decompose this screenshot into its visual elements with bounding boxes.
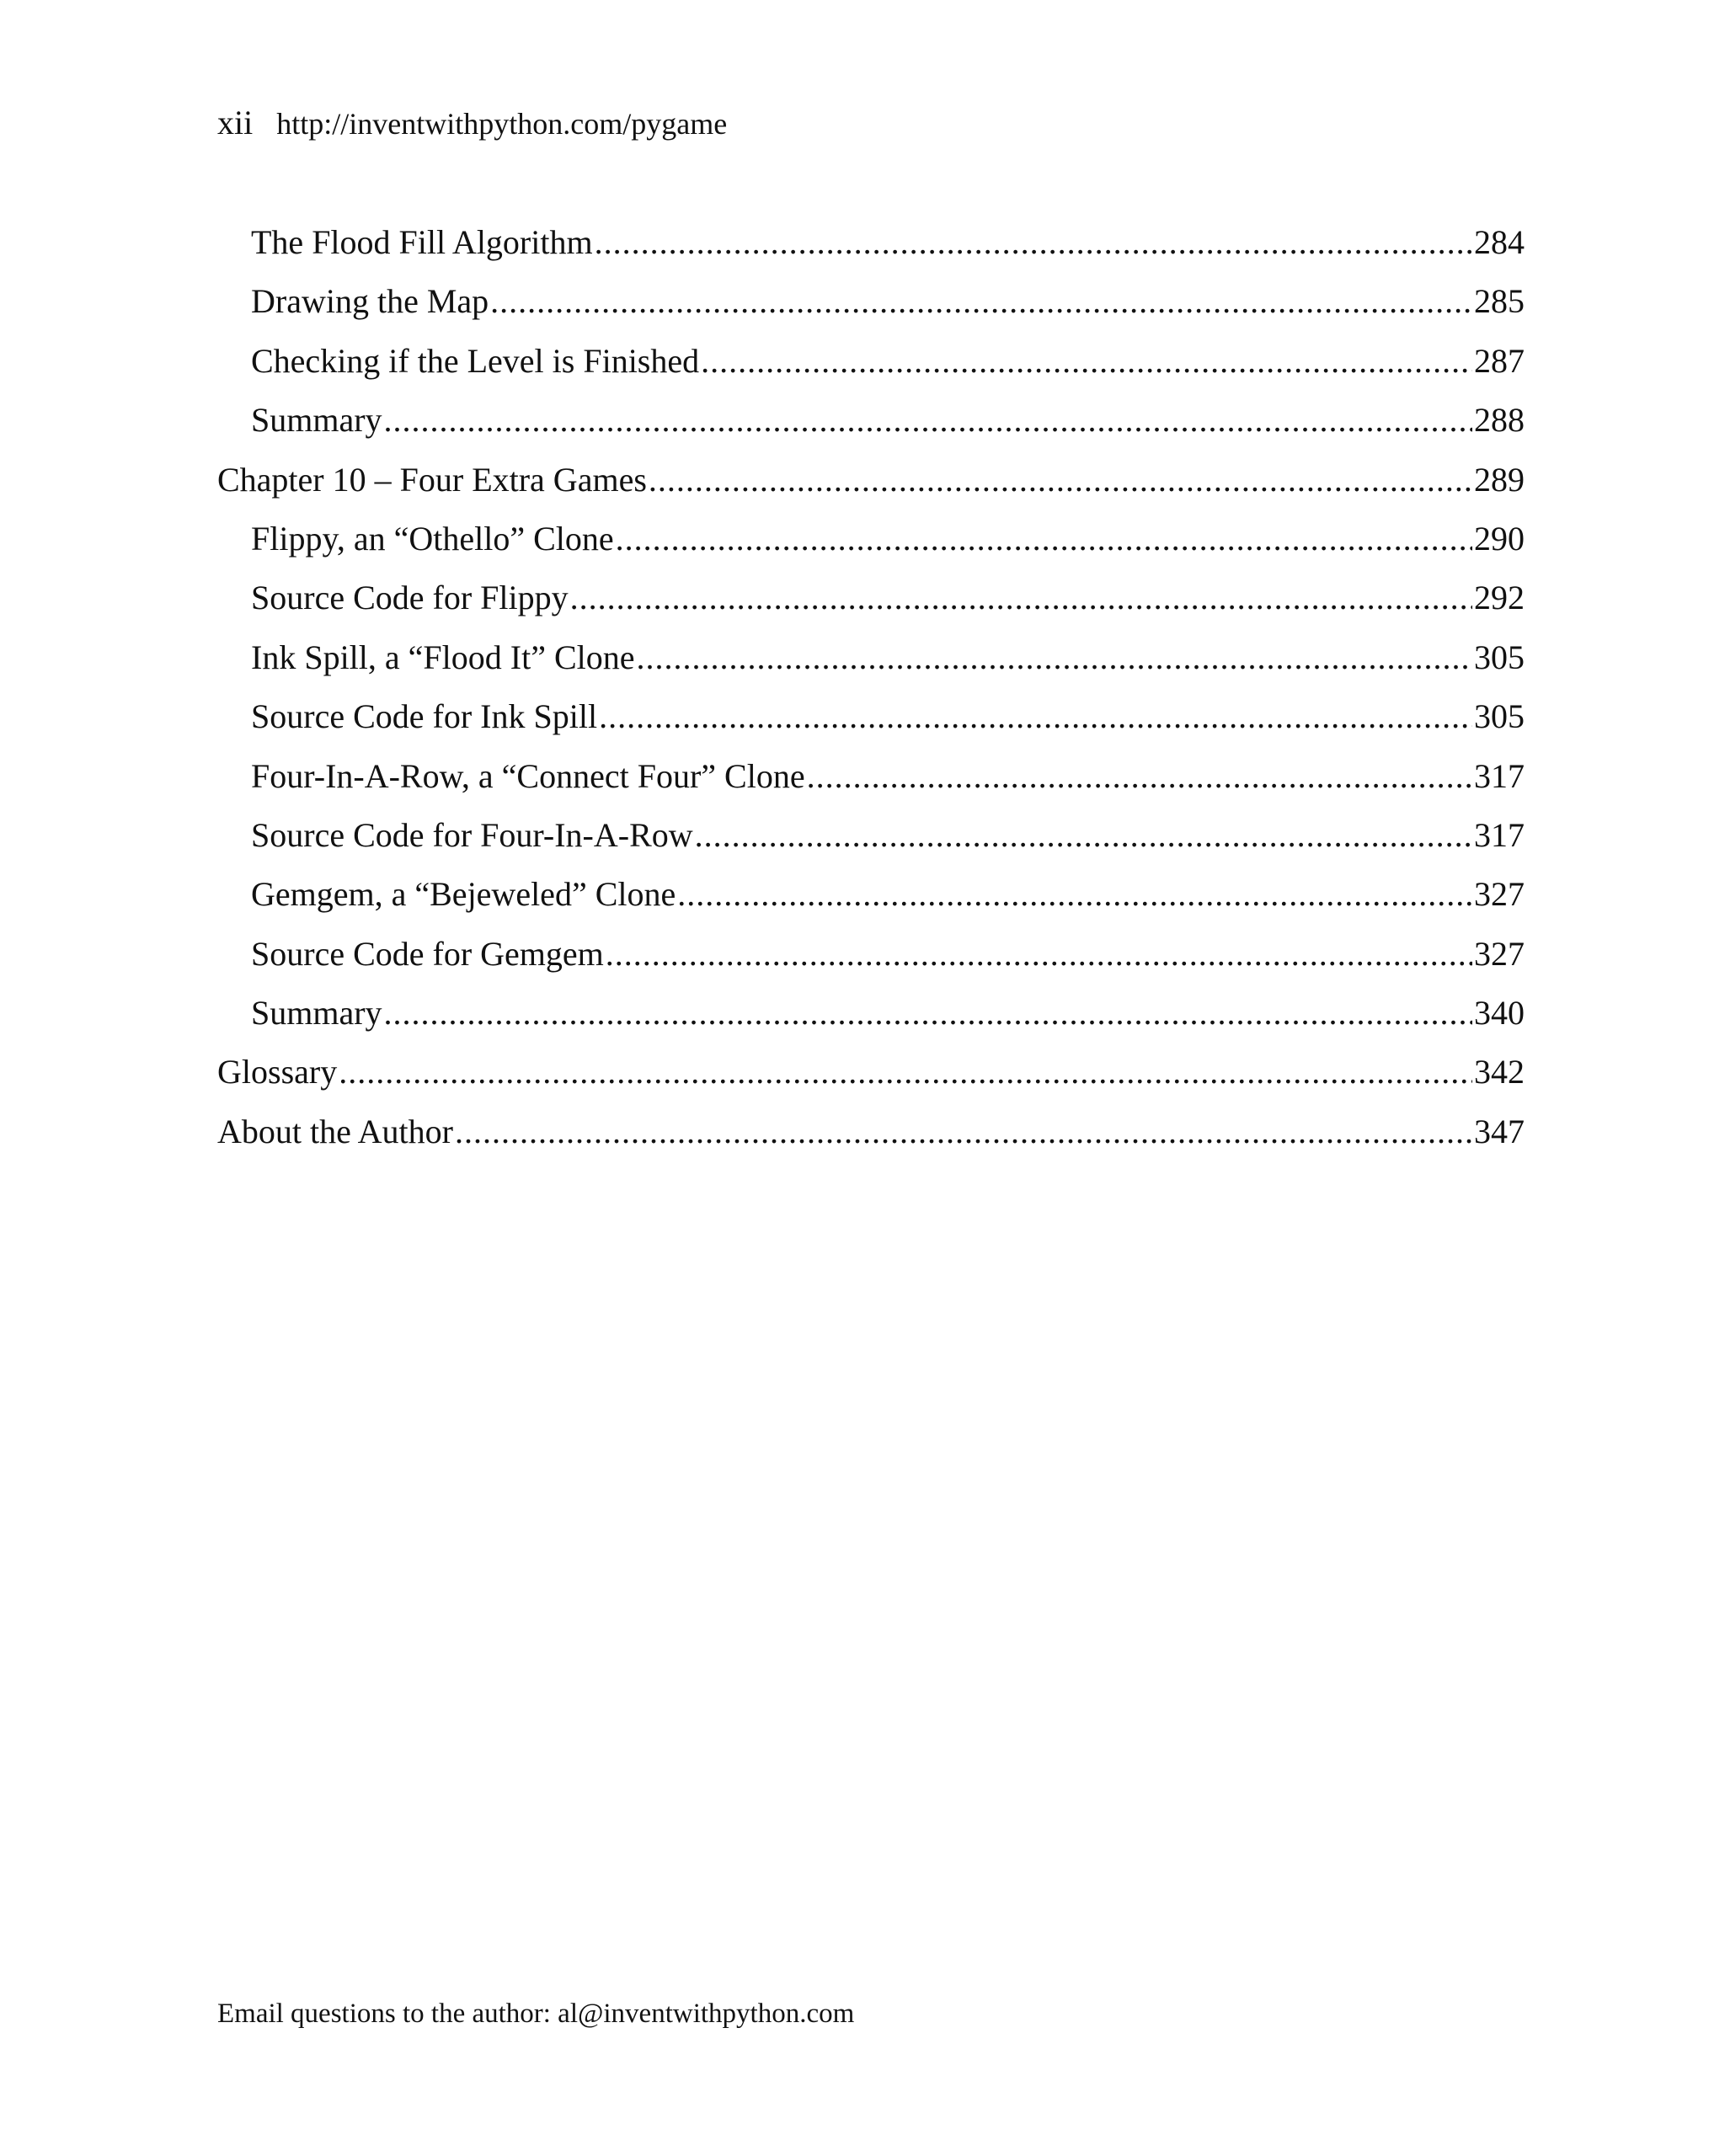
table-of-contents	[217, 213, 1525, 1161]
toc-dot-leader	[570, 568, 1472, 627]
toc-entry-page: 327	[1474, 934, 1525, 973]
toc-entry[interactable]	[217, 747, 1525, 806]
toc-dot-leader	[490, 272, 1472, 331]
toc-entry-page: 287	[1474, 341, 1525, 380]
toc-entry-page: 317	[1474, 756, 1525, 795]
toc-entry[interactable]	[217, 806, 1525, 865]
toc-entry[interactable]	[217, 391, 1525, 450]
page-footer: Email questions to the author: al@inventwithpython.com	[217, 1999, 855, 2029]
toc-entry-title: Checking if the Level is Finished	[251, 341, 700, 380]
toc-entry-title: Ink Spill, a “Flood It” Clone	[251, 638, 635, 676]
toc-entry-page: 290	[1474, 519, 1525, 558]
toc-dot-leader	[616, 510, 1472, 568]
page-number: xii	[217, 104, 254, 141]
toc-entry-page: 284	[1474, 223, 1525, 261]
toc-dot-leader	[637, 628, 1472, 687]
toc-entry-title: Four-In-A-Row, a “Connect Four” Clone	[251, 756, 805, 795]
toc-entry-title: Chapter 10 – Four Extra Games	[217, 460, 647, 499]
toc-dot-leader	[595, 213, 1472, 272]
toc-entry[interactable]	[217, 628, 1525, 687]
toc-entry-title: Gemgem, a “Bejeweled” Clone	[251, 875, 676, 914]
toc-entry-chapter[interactable]	[217, 1102, 1525, 1161]
toc-entry-page: 317	[1474, 815, 1525, 854]
toc-entry-title: Glossary	[217, 1053, 338, 1091]
toc-entry-page: 285	[1474, 282, 1525, 321]
toc-entry-page: 305	[1474, 697, 1525, 736]
toc-dot-leader	[701, 332, 1472, 391]
toc-entry-title: Summary	[251, 401, 382, 440]
toc-dot-leader	[384, 391, 1472, 450]
toc-dot-leader	[339, 1043, 1472, 1102]
toc-dot-leader	[695, 806, 1472, 865]
toc-entry-chapter[interactable]	[217, 1043, 1525, 1102]
toc-entry[interactable]	[217, 865, 1525, 924]
toc-entry-chapter[interactable]	[217, 451, 1525, 510]
toc-dot-leader	[599, 687, 1472, 746]
toc-entry-title: Flippy, an “Othello” Clone	[251, 519, 614, 558]
toc-entry-page: 327	[1474, 875, 1525, 914]
toc-entry[interactable]	[217, 984, 1525, 1043]
toc-entry-title: Drawing the Map	[251, 282, 489, 321]
toc-dot-leader	[606, 925, 1472, 984]
page-header	[217, 106, 727, 140]
toc-dot-leader	[677, 865, 1472, 924]
toc-entry-page: 305	[1474, 638, 1525, 676]
toc-entry-title: Source Code for Flippy	[251, 579, 569, 617]
toc-entry-page: 342	[1474, 1053, 1525, 1091]
toc-entry[interactable]	[217, 272, 1525, 331]
toc-entry-page: 340	[1474, 994, 1525, 1033]
toc-entry-page: 289	[1474, 460, 1525, 499]
toc-entry-page: 347	[1474, 1112, 1525, 1150]
toc-dot-leader	[649, 451, 1472, 510]
toc-entry-title: The Flood Fill Algorithm	[251, 223, 593, 261]
toc-entry[interactable]	[217, 568, 1525, 627]
toc-dot-leader	[384, 984, 1472, 1043]
toc-entry-title: Source Code for Gemgem	[251, 934, 604, 973]
toc-dot-leader	[455, 1102, 1472, 1161]
toc-entry-title: Source Code for Ink Spill	[251, 697, 598, 736]
toc-entry-title: Source Code for Four-In-A-Row	[251, 815, 693, 854]
toc-entry-page: 292	[1474, 579, 1525, 617]
toc-entry-page: 288	[1474, 401, 1525, 440]
toc-entry[interactable]	[217, 925, 1525, 984]
toc-entry-title: Summary	[251, 994, 382, 1033]
toc-entry[interactable]	[217, 687, 1525, 746]
toc-dot-leader	[807, 747, 1472, 806]
toc-entry[interactable]	[217, 332, 1525, 391]
toc-entry[interactable]	[217, 510, 1525, 568]
toc-entry[interactable]	[217, 213, 1525, 272]
header-url[interactable]: http://inventwithpython.com/pygame	[276, 107, 728, 141]
toc-entry-title: About the Author	[217, 1112, 453, 1150]
